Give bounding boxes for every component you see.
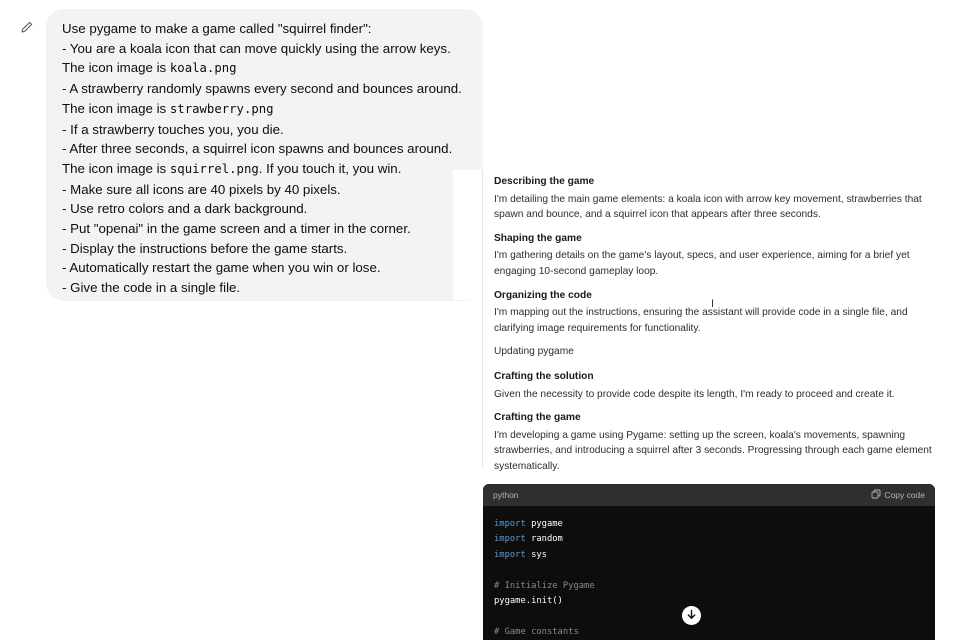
code-line xyxy=(494,579,935,594)
code-token: sys xyxy=(525,549,547,560)
code-block xyxy=(483,484,935,640)
message-line xyxy=(62,139,467,159)
code-keyword: import xyxy=(494,534,526,545)
code-token: pygame xyxy=(525,519,563,529)
reasoning-body: I'm developing a game using Pygame: setting up the screen, koala's movements, spawning strawberries, and introducing a squirrel after 3 seconds. Progressing through each game element systematically. xyxy=(494,429,932,472)
copy-code-label: Copy code xyxy=(884,490,925,500)
text-cursor-icon: I xyxy=(711,298,715,310)
code-header xyxy=(483,484,935,506)
copy-icon xyxy=(871,489,881,501)
message-line xyxy=(62,219,467,239)
message-text: - Automatically restart the game when you win or lose. xyxy=(62,260,381,276)
code-line xyxy=(494,609,935,624)
reasoning-heading: Crafting the game xyxy=(494,412,581,424)
message-line xyxy=(62,99,467,120)
message-line xyxy=(62,39,467,59)
code-keyword: import xyxy=(494,549,526,560)
message-text: - Put "openai" in the game screen and a timer in the corner. xyxy=(62,221,411,237)
code-token: pygame.init() xyxy=(494,595,563,606)
reasoning-status: Updating pygame xyxy=(494,346,574,358)
message-line xyxy=(62,120,467,140)
message-text: - Display the instructions before the game starts. xyxy=(62,240,348,256)
message-text: The icon image is xyxy=(62,160,170,176)
message-line xyxy=(62,258,467,278)
message-line xyxy=(62,239,467,259)
message-line xyxy=(62,19,467,39)
message-line xyxy=(62,58,467,79)
message-text: The icon image is xyxy=(62,60,170,76)
message-line xyxy=(62,159,467,180)
message-text: The icon image is xyxy=(62,100,170,116)
code-language-label: python xyxy=(493,490,519,500)
message-text: - If a strawberry touches you, you die. xyxy=(62,121,284,137)
code-comment: # Initialize Pygame xyxy=(494,580,595,591)
reasoning-body: I'm detailing the main game elements: a koala icon with arrow key movement, strawberries that spawn and bounce, and a squirrel icon that appears after three seconds. xyxy=(494,193,922,221)
reasoning-body: I'm gathering details on the game's layout, specs, and user experience, aiming for a brief yet engaging 10-second gameplay loop. xyxy=(494,250,910,277)
code-token: random xyxy=(525,534,563,545)
reasoning-panel xyxy=(482,170,942,472)
message-text: - Give the code in a single file. xyxy=(62,280,241,296)
code-line xyxy=(494,517,935,532)
reasoning-heading: Shaping the game xyxy=(494,232,582,244)
message-text: . If you touch it, you win. xyxy=(258,160,402,176)
code-keyword: import xyxy=(494,519,526,529)
message-line xyxy=(62,180,467,200)
message-text: - Make sure all icons are 40 pixels by 40 pixels. xyxy=(62,181,341,197)
user-message-bubble xyxy=(46,9,483,301)
code-comment: # Game constants xyxy=(494,626,579,637)
code-line xyxy=(494,532,935,547)
filename-text: strawberry.png xyxy=(169,101,274,116)
reasoning-body: Given the necessity to provide code despite its length, I'm ready to proceed and create it. xyxy=(494,388,895,400)
reasoning-body: I'm mapping out the instructions, ensuring the assistant will provide code in a single file, and clarifying image requirements for functionality. xyxy=(494,307,908,334)
message-text: - A strawberry randomly spawns every second and bounces around. xyxy=(62,81,462,97)
reasoning-heading: Crafting the solution xyxy=(494,370,594,382)
reasoning-heading: Describing the game xyxy=(494,176,595,187)
message-text: - After three seconds, a squirrel icon spawns and bounces around. xyxy=(62,141,453,157)
filename-text: squirrel.png xyxy=(169,161,259,176)
message-text: Use pygame to make a game called "squirrel finder": xyxy=(62,21,372,36)
pencil-icon[interactable] xyxy=(20,20,34,34)
copy-code-button[interactable] xyxy=(871,489,925,501)
code-line xyxy=(494,563,935,578)
filename-text: koala.png xyxy=(169,61,237,76)
code-line xyxy=(494,548,935,563)
code-line xyxy=(494,594,935,609)
message-text: - You are a koala icon that can move quickly using the arrow keys. xyxy=(62,40,451,56)
message-text: - Use retro colors and a dark background. xyxy=(62,201,308,217)
code-line xyxy=(494,625,935,640)
arrow-down-icon xyxy=(686,607,697,625)
message-line xyxy=(62,278,467,298)
message-line xyxy=(62,199,467,219)
code-body xyxy=(483,506,935,640)
scroll-down-button[interactable] xyxy=(682,606,701,625)
message-line xyxy=(62,79,467,99)
reasoning-heading: Organizing the code xyxy=(494,289,592,301)
